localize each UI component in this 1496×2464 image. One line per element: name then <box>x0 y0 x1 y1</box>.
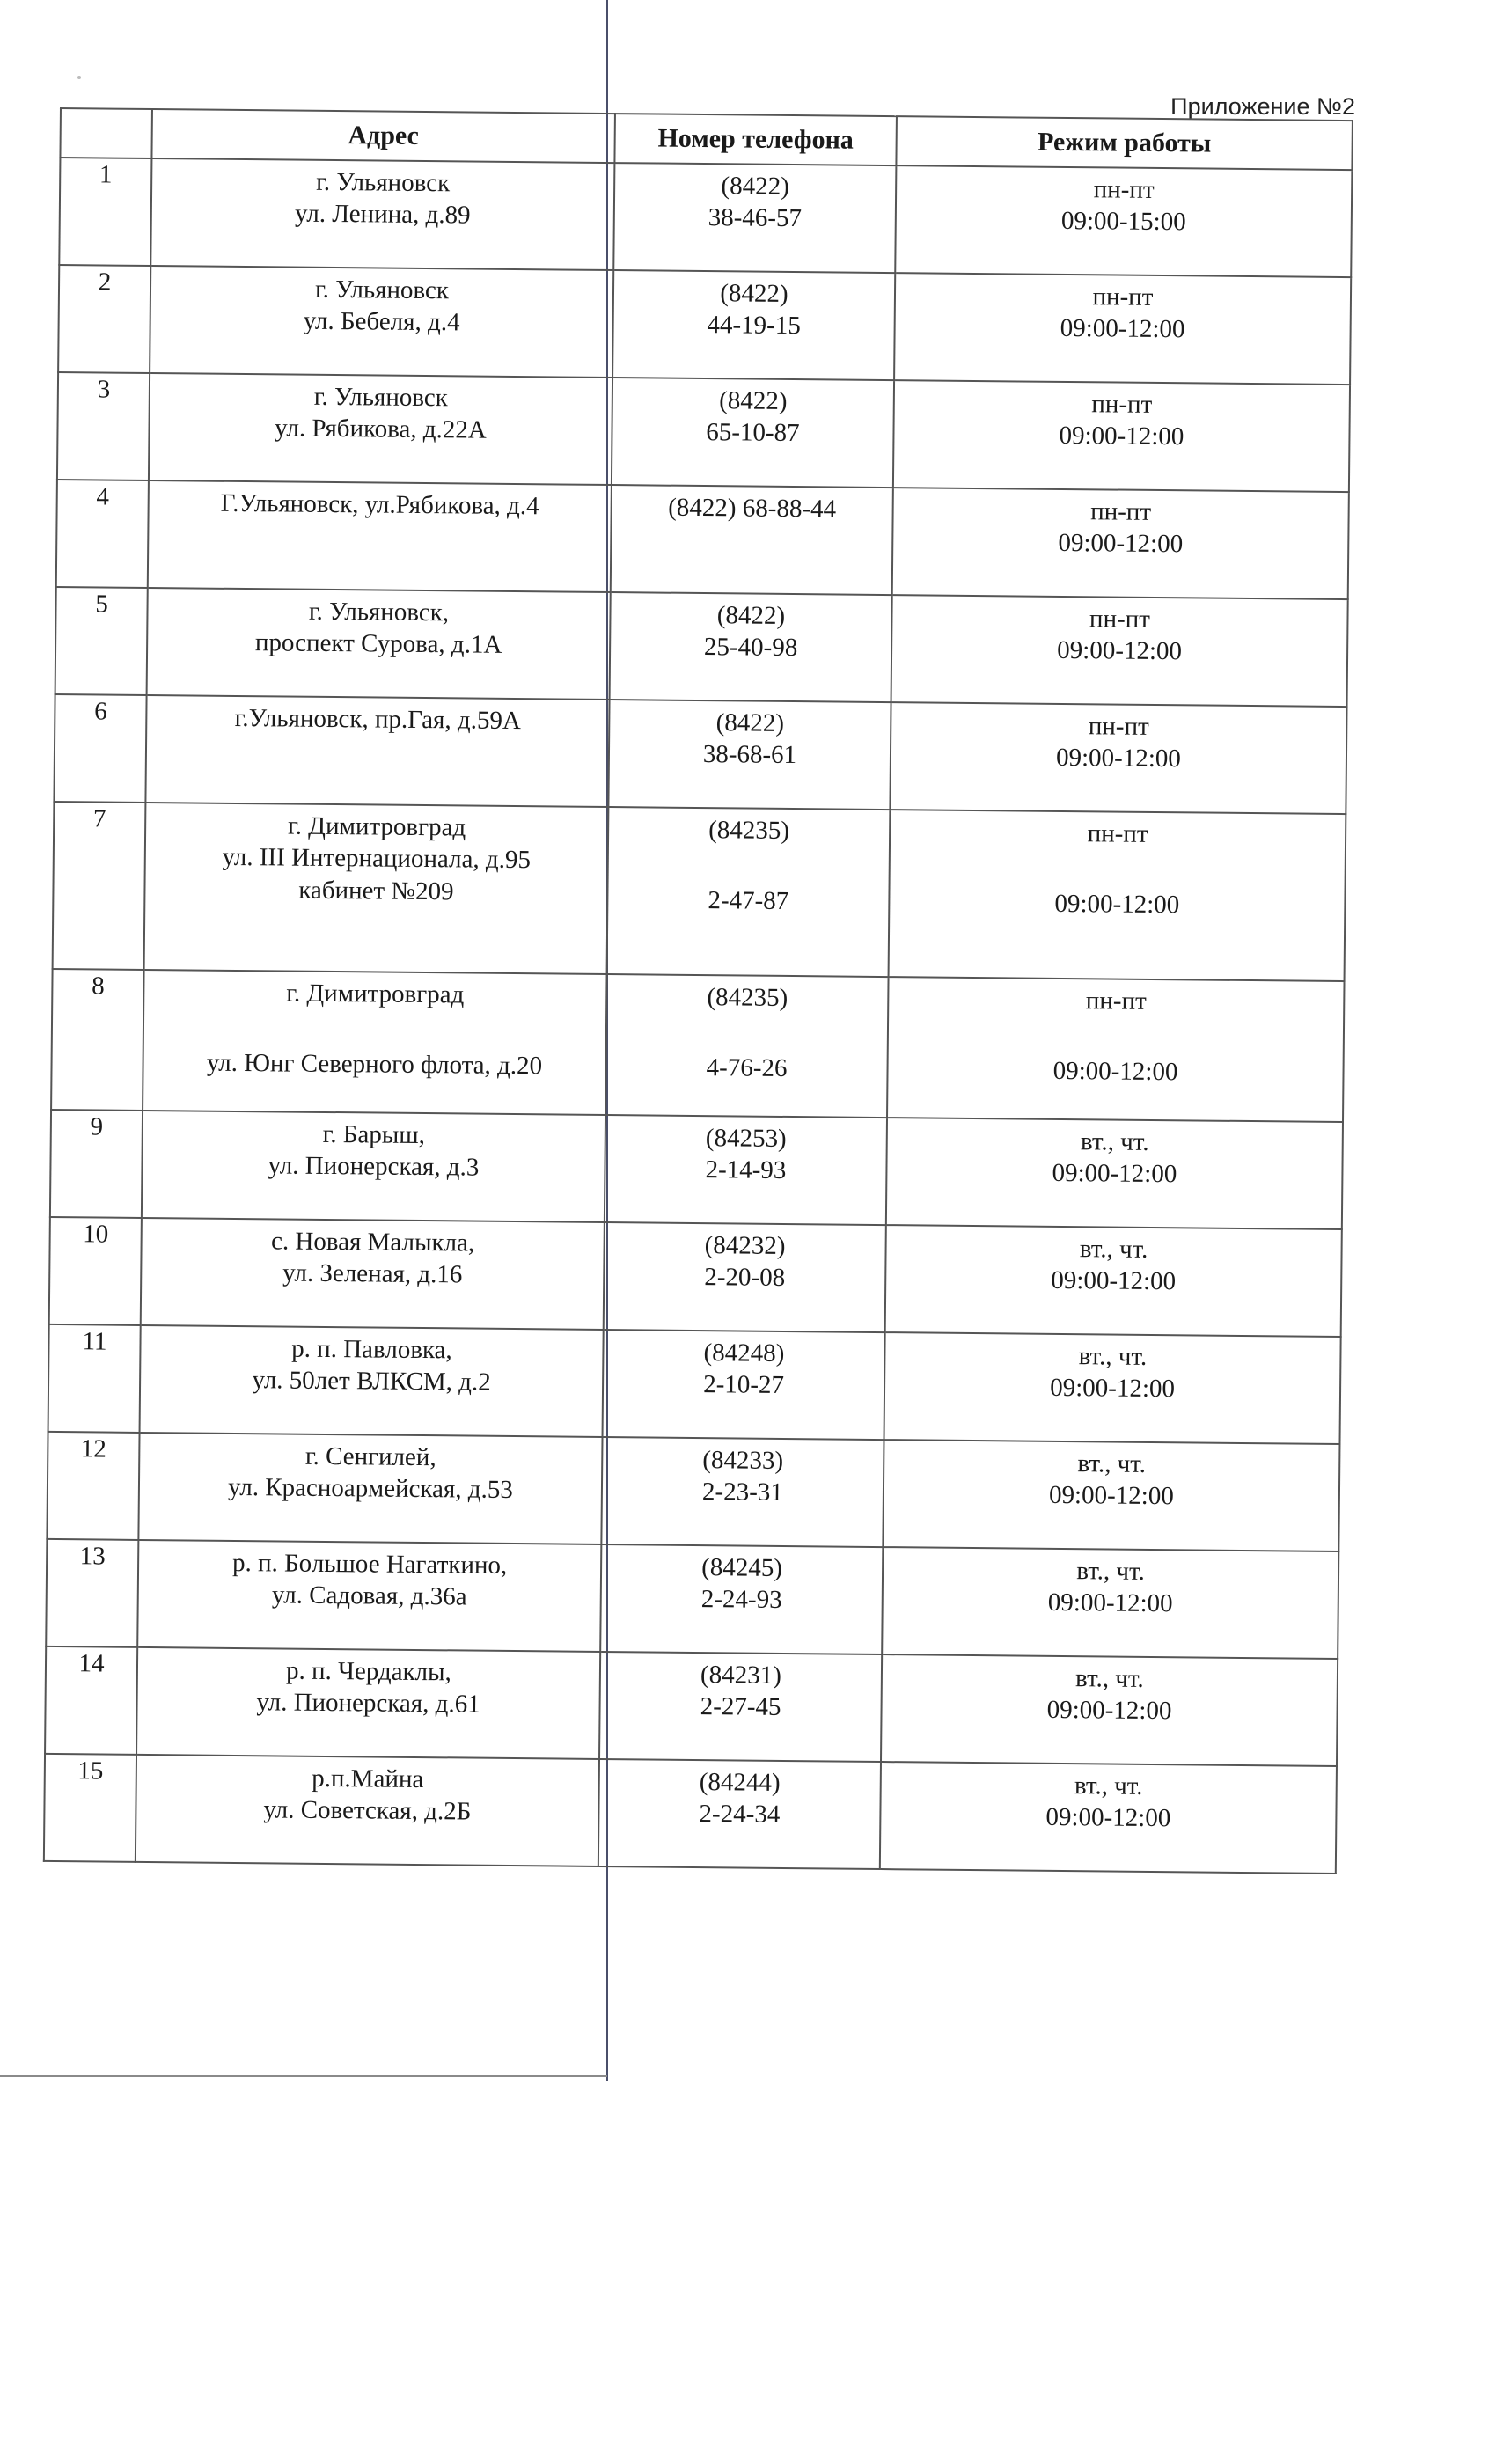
phone-number: 2-47-87 <box>708 886 789 916</box>
address-line: г. Ульяновск <box>313 382 448 413</box>
address-cell <box>150 158 614 270</box>
header-address: Адрес <box>151 109 615 163</box>
header-num <box>60 108 152 158</box>
phone-code: (8422) <box>719 386 788 415</box>
schedule-days: пн-пт <box>1085 986 1147 1016</box>
address-cell <box>137 1540 601 1652</box>
phone-cell <box>599 1652 882 1762</box>
phone-number: 2-24-93 <box>700 1585 782 1615</box>
schedule-cell <box>895 165 1352 277</box>
schedule-days: вт., чт. <box>1076 1557 1146 1586</box>
schedule-days: вт., чт. <box>1079 1235 1148 1264</box>
address-cell <box>147 588 611 700</box>
phone-code: (84232) <box>704 1231 786 1260</box>
row-number: 14 <box>45 1646 137 1755</box>
schedule-hours: 09:00-12:00 <box>1052 1159 1177 1189</box>
row-number: 12 <box>47 1432 139 1540</box>
phone-cell <box>603 1330 885 1440</box>
schedule-cell <box>887 977 1345 1122</box>
schedule-hours: 09:00-12:00 <box>1050 1374 1176 1404</box>
phone-number: 2-27-45 <box>700 1692 781 1722</box>
schedule-days: пн-пт <box>1090 497 1152 526</box>
address-line: ул. Зеленая, д.16 <box>282 1258 463 1289</box>
schedule-hours: 09:00-12:00 <box>1052 1057 1178 1087</box>
schedule-cell <box>885 1225 1342 1337</box>
table-row <box>50 1110 1343 1229</box>
schedule-cell <box>891 595 1348 707</box>
address-cell <box>142 1111 605 1222</box>
schedule-days: пн-пт <box>1088 712 1149 741</box>
phone-number: 2-23-31 <box>701 1478 783 1507</box>
address-line: ул. Бебеля, д.4 <box>303 306 460 337</box>
phone-cell <box>600 1544 883 1654</box>
annex-label: Приложение №2 <box>1170 93 1355 120</box>
address-cell <box>140 1325 604 1437</box>
phone-code: (84235) <box>707 983 788 1012</box>
header-schedule: Режим работы <box>896 116 1353 170</box>
address-line: г. Димитровград <box>286 979 465 1009</box>
schedule-hours: 09:00-12:00 <box>1060 314 1185 344</box>
row-number: 5 <box>55 587 148 695</box>
phone-code: (8422) <box>716 601 786 630</box>
table-row <box>44 1754 1337 1874</box>
phone-number: 2-24-34 <box>699 1800 781 1830</box>
row-number: 13 <box>46 1539 138 1647</box>
address-line: р.п.Майна <box>312 1764 424 1794</box>
row-number: 4 <box>56 480 149 588</box>
schedule-days: вт., чт. <box>1078 1342 1148 1371</box>
table-row <box>46 1539 1338 1659</box>
phone-code: (84253) <box>705 1124 787 1153</box>
scan-fold-line-horizontal <box>0 2075 607 2077</box>
address-cell <box>149 373 612 485</box>
schedule-cell <box>893 380 1350 492</box>
offices-table <box>43 107 1353 1874</box>
schedule-days: пн-пт <box>1091 390 1153 419</box>
schedule-days: вт., чт. <box>1077 1449 1147 1478</box>
address-line: с. Новая Малыкла, <box>270 1227 475 1258</box>
schedule-days: вт., чт. <box>1080 1127 1149 1156</box>
table-row <box>54 694 1346 814</box>
address-line: г. Ульяновск <box>316 167 451 198</box>
address-line: ул. Красноармейская, д.53 <box>227 1473 513 1505</box>
address-line: г. Димитровград <box>287 811 466 842</box>
phone-cell <box>608 700 891 810</box>
schedule-hours: 09:00-12:00 <box>1047 1588 1173 1618</box>
schedule-hours: 09:00-12:00 <box>1058 529 1184 559</box>
schedule-cell <box>883 1440 1339 1551</box>
address-cell <box>148 480 612 592</box>
schedule-hours: 09:00-12:00 <box>1046 1696 1172 1726</box>
address-line: г.Ульяновск, пр.Гая, д.59А <box>234 703 522 736</box>
schedule-cell <box>890 702 1346 814</box>
address-cell <box>136 1755 599 1866</box>
phone-code: (84235) <box>708 816 790 845</box>
address-line: ул. Юнг Северного флота, д.20 <box>206 1048 543 1081</box>
address-line: ул. Садовая, д.36а <box>271 1580 467 1611</box>
phone-number: 2-20-08 <box>704 1263 786 1293</box>
phone-code: (84248) <box>703 1338 785 1368</box>
schedule-hours: 09:00-12:00 <box>1054 890 1180 920</box>
phone-cell <box>601 1437 884 1547</box>
address-line: проспект Сурова, д.1А <box>254 628 502 660</box>
table-row <box>51 969 1344 1122</box>
phone-code: (84244) <box>699 1768 781 1797</box>
phone-code: (8422) <box>715 708 785 737</box>
schedule-cell <box>886 1118 1343 1229</box>
phone-cell <box>607 807 891 977</box>
row-number: 15 <box>44 1754 136 1862</box>
phone-number: 25-40-98 <box>703 633 798 663</box>
address-line: ул. Ленина, д.89 <box>294 199 471 230</box>
phone-full: (8422) 68-88-44 <box>668 493 837 524</box>
table-row <box>58 265 1351 385</box>
table-row <box>53 802 1346 981</box>
address-cell <box>141 1218 605 1330</box>
address-cell <box>143 970 607 1115</box>
row-number: 2 <box>58 265 150 373</box>
address-line: Г.Ульяновск, ул.Рябикова, д.4 <box>220 488 539 521</box>
phone-number: 4-76-26 <box>706 1053 788 1083</box>
table-row <box>55 587 1348 707</box>
phone-number: 2-10-27 <box>703 1370 785 1400</box>
schedule-days: вт., чт. <box>1074 1664 1144 1693</box>
phone-number: 44-19-15 <box>707 311 801 341</box>
address-line: г. Ульяновск <box>314 275 450 305</box>
table-row <box>56 480 1349 599</box>
schedule-hours: 09:00-12:00 <box>1059 422 1184 451</box>
address-line: кабинет №209 <box>298 876 454 906</box>
schedule-days: пн-пт <box>1089 605 1151 634</box>
phone-cell <box>613 163 896 273</box>
address-line: г. Барыш, <box>322 1119 426 1150</box>
schedule-hours: 09:00-15:00 <box>1060 207 1186 237</box>
schedule-cell <box>881 1654 1338 1766</box>
address-line: р. п. Павловка, <box>291 1334 452 1365</box>
phone-number: 38-68-61 <box>702 740 797 770</box>
address-line: ул. Рябикова, д.22А <box>275 414 487 444</box>
address-cell <box>150 266 613 378</box>
schedule-cell <box>889 810 1346 981</box>
phone-cell <box>604 1222 886 1332</box>
phone-number: 2-14-93 <box>705 1155 787 1185</box>
schedule-hours: 09:00-12:00 <box>1045 1803 1171 1833</box>
schedule-days: вт., чт. <box>1074 1771 1143 1800</box>
address-line: р. п. Большое Нагаткино, <box>231 1548 508 1580</box>
address-line: г. Ульяновск, <box>308 597 450 627</box>
phone-code: (84231) <box>700 1661 781 1690</box>
phone-cell <box>612 378 894 488</box>
address-line: ул. Пионерская, д.61 <box>256 1688 480 1719</box>
table-row <box>49 1217 1342 1337</box>
schedule-cell <box>892 488 1349 599</box>
schedule-days: пн-пт <box>1092 282 1154 312</box>
phone-code: (8422) <box>720 279 788 308</box>
address-cell <box>144 803 609 974</box>
phone-number: 38-46-57 <box>708 203 803 233</box>
phone-cell <box>610 592 892 702</box>
scan-speck <box>77 76 81 79</box>
table-row <box>47 1432 1339 1551</box>
header-phone: Номер телефона <box>614 114 897 165</box>
address-line: ул. 50лет ВЛКСМ, д.2 <box>252 1366 491 1397</box>
phone-cell <box>611 485 893 595</box>
phone-cell <box>598 1759 881 1869</box>
phone-code: (84245) <box>701 1553 783 1582</box>
table-row <box>59 158 1352 277</box>
schedule-cell <box>884 1332 1341 1444</box>
schedule-cell <box>882 1547 1338 1659</box>
row-number: 8 <box>51 969 144 1111</box>
schedule-hours: 09:00-12:00 <box>1055 744 1181 774</box>
address-line: ул. Советская, д.2Б <box>263 1795 472 1826</box>
schedule-hours: 09:00-12:00 <box>1057 636 1183 666</box>
table-row <box>45 1646 1338 1766</box>
schedule-hours: 09:00-12:00 <box>1051 1266 1177 1296</box>
address-line: р. п. Чердаклы, <box>285 1656 451 1687</box>
phone-code: (84233) <box>702 1446 784 1475</box>
address-line: ул. Пионерская, д.3 <box>268 1151 480 1182</box>
row-number: 11 <box>48 1324 141 1433</box>
phone-cell <box>612 270 895 380</box>
phone-code: (8422) <box>721 172 789 201</box>
schedule-hours: 09:00-12:00 <box>1048 1481 1174 1511</box>
row-number: 9 <box>50 1110 143 1218</box>
schedule-days: пн-пт <box>1087 819 1148 848</box>
schedule-days: пн-пт <box>1093 175 1155 204</box>
phone-cell <box>605 974 889 1118</box>
row-number: 10 <box>49 1217 142 1325</box>
table-row <box>48 1324 1341 1444</box>
schedule-cell <box>880 1762 1337 1874</box>
schedule-cell <box>894 273 1351 385</box>
address-cell <box>145 695 609 807</box>
address-cell <box>136 1647 600 1759</box>
address-cell <box>138 1433 602 1544</box>
phone-cell <box>605 1115 887 1225</box>
table-row <box>57 372 1350 492</box>
phone-number: 65-10-87 <box>706 418 800 448</box>
address-line: ул. III Интернационала, д.95 <box>222 843 532 875</box>
row-number: 7 <box>53 802 146 970</box>
row-number: 1 <box>59 158 151 266</box>
row-number: 6 <box>54 694 146 803</box>
address-line: г. Сенгилей, <box>304 1441 436 1472</box>
row-number: 3 <box>57 372 150 480</box>
